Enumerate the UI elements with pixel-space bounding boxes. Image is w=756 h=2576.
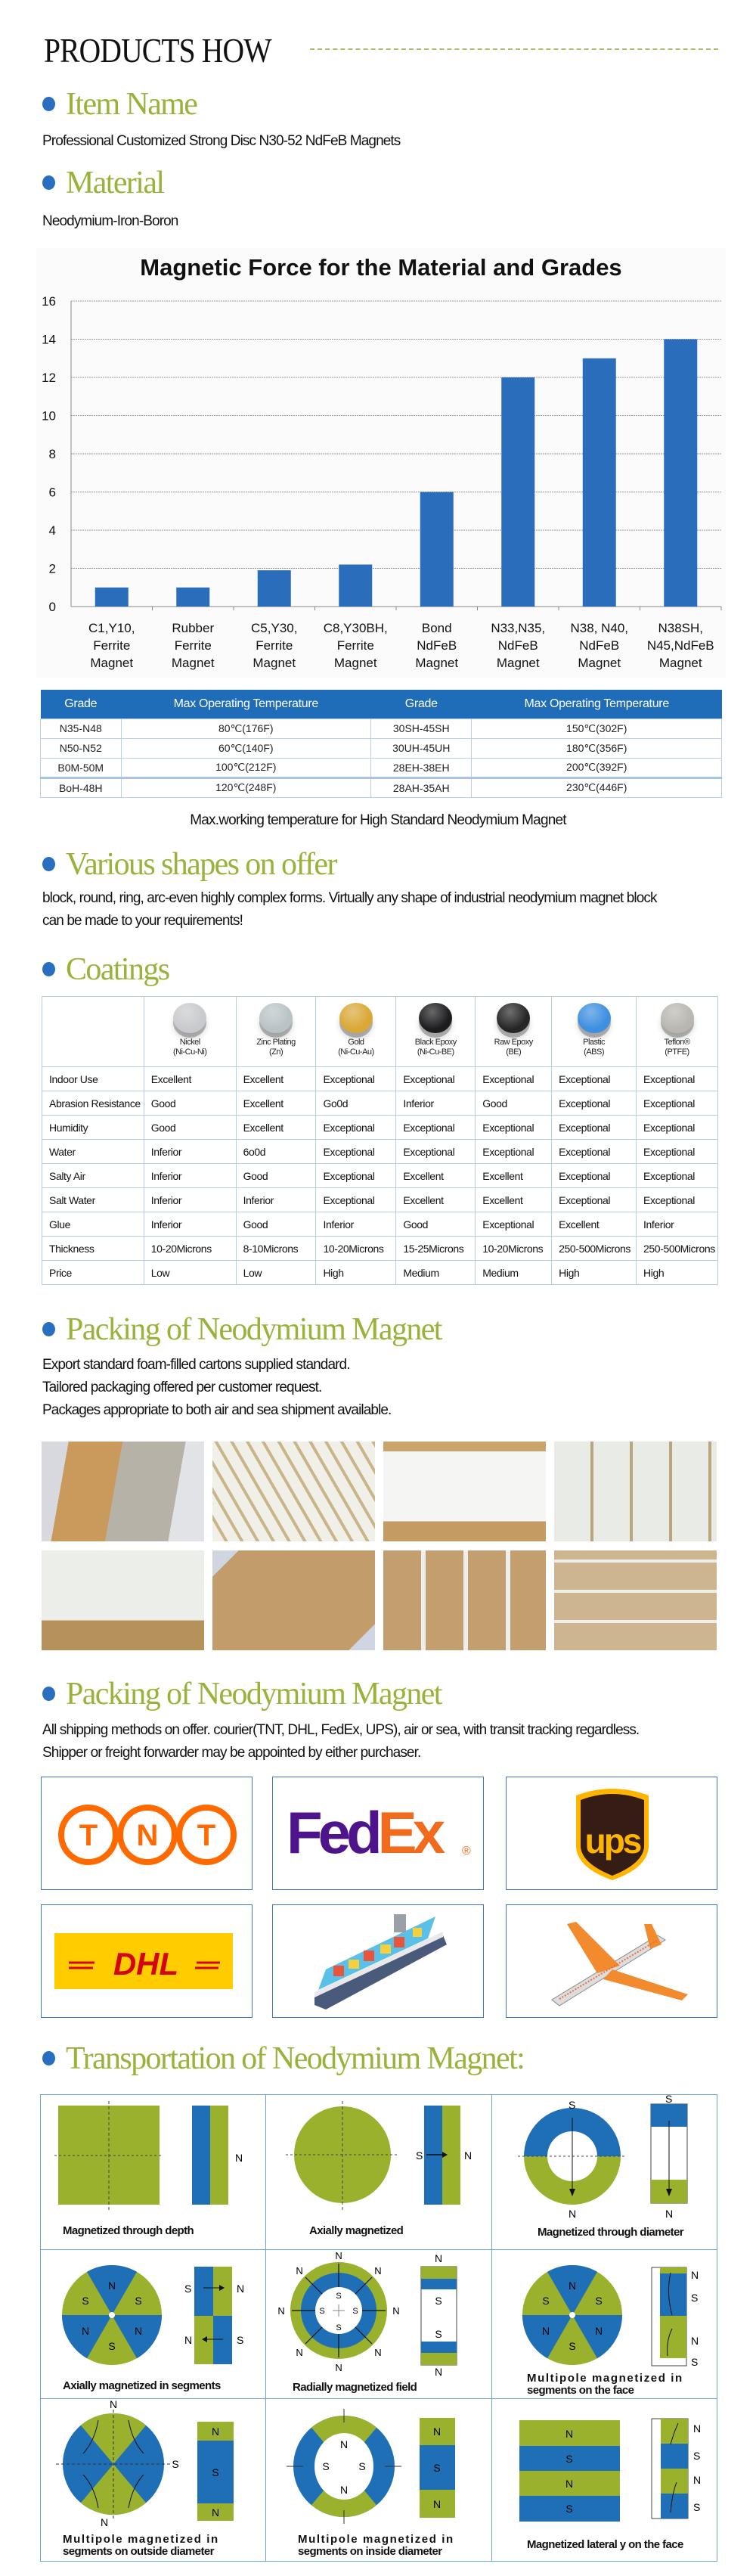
table-cell: N35-N48 [41, 718, 122, 738]
table-cell: Excellent [476, 1164, 552, 1188]
row-label: Salty Air [42, 1164, 144, 1188]
coating-code: (Ni-Cu-Au) [338, 1047, 374, 1057]
svg-text:S: S [542, 2295, 550, 2307]
table-row [42, 1140, 718, 1164]
table-cell: Inferior [144, 1212, 236, 1237]
table-cell: Exceptional [396, 1067, 476, 1091]
diagram-label: segments on outside diameter [63, 2545, 214, 2558]
table-row [41, 738, 722, 758]
svg-text:S: S [435, 2328, 442, 2340]
table-cell: Medium [396, 1261, 476, 1285]
table-cell: 10-20Microns [316, 1237, 396, 1261]
coating-sample-icon [419, 1003, 452, 1033]
table-row [42, 1116, 718, 1140]
table-cell: Exceptional [552, 1188, 637, 1212]
diagram-multipole-inside [265, 2398, 492, 2562]
table-cell: 10-20Microns [144, 1237, 236, 1261]
table-cell: Excellent [396, 1188, 476, 1212]
table-cell: Exceptional [316, 1140, 396, 1164]
svg-text:N: N [107, 2280, 116, 2292]
table-row [42, 1067, 718, 1091]
table-cell: Exceptional [316, 1067, 396, 1091]
table-cell: Good [476, 1091, 552, 1116]
coating-sample-icon [173, 1003, 206, 1033]
table-cell: Good [396, 1212, 476, 1237]
table-row [42, 1237, 718, 1261]
svg-text:N: N [693, 2422, 702, 2435]
chart-bar [420, 492, 454, 607]
diagram-label: segments on inside diameter [298, 2545, 442, 2558]
diagram-multipole-outside [40, 2398, 266, 2562]
table-cell: Inferior [236, 1188, 316, 1212]
svg-text:N: N [392, 2305, 400, 2317]
coating-header [236, 997, 316, 1067]
x-category-label: C5,Y30, Ferrite Magnet [251, 621, 298, 670]
chart-title: Magnetic Force for the Material and Grades [140, 254, 622, 281]
y-tick-label: 10 [42, 408, 56, 424]
svg-text:N: N [211, 2425, 220, 2438]
table-cell: Exceptional [316, 1188, 396, 1212]
svg-text:S: S [565, 2453, 573, 2465]
diagram-axial-segments [40, 2249, 266, 2399]
y-tick-label: 8 [48, 447, 56, 461]
svg-text:S: S [569, 2099, 576, 2111]
row-label: Indoor Use [42, 1067, 144, 1091]
ups-logo [506, 1777, 717, 1890]
row-label: Humidity [42, 1116, 144, 1140]
coating-header [144, 997, 236, 1067]
diagram-label: Multipole magnetized in [527, 2372, 683, 2385]
table-cell: 6o0d [236, 1140, 316, 1164]
bullet-icon [42, 962, 55, 976]
title-divider [310, 48, 718, 50]
column-header: Grade [371, 690, 472, 718]
x-category-label: C1,Y10, Ferrite Magnet [88, 621, 135, 670]
table-cell: 15-25Microns [396, 1237, 476, 1261]
svg-text:S: S [693, 2450, 701, 2462]
table-cell: Good [236, 1164, 316, 1188]
svg-text:S: S [358, 2460, 366, 2472]
diagram-label: Multipole magnetized in [63, 2533, 219, 2546]
table-cell: 30UH-45UH [371, 738, 472, 758]
coating-sample-icon [578, 1003, 611, 1033]
table-cell: Exceptional [552, 1116, 637, 1140]
coating-name: Teflon® [664, 1038, 690, 1047]
svg-text:S: S [433, 2462, 441, 2474]
packing-photo-foam-cover [42, 1550, 204, 1650]
page-title: PRODUCTS HOW [44, 31, 271, 70]
diagram-label: segments on the face [527, 2384, 634, 2397]
temperature-caption: Max.working temperature for High Standard Neodymium Magnet [190, 812, 566, 828]
chart-bar [176, 588, 209, 607]
section-heading-shipping: Packing of Neodymium Magnet [66, 1677, 442, 1712]
coating-name: Raw Epoxy [494, 1038, 533, 1047]
svg-text:S: S [172, 2458, 179, 2470]
svg-text:S: S [108, 2340, 116, 2352]
svg-text:S: S [82, 2295, 89, 2307]
table-cell: 200℃(392F) [472, 758, 722, 777]
row-label: Salt Water [42, 1188, 144, 1212]
chart-bar [258, 570, 291, 607]
svg-text:N: N [432, 2425, 442, 2438]
table-cell: 230℃(446F) [472, 777, 722, 797]
table-cell: Inferior [316, 1212, 396, 1237]
coating-sample-icon [339, 1003, 373, 1033]
y-tick-label: 12 [42, 371, 56, 385]
svg-text:S: S [184, 2283, 192, 2295]
chart-bar [501, 377, 534, 607]
table-cell: Exceptional [316, 1164, 396, 1188]
table-cell: Inferior [637, 1212, 718, 1237]
diagram-label: Magnetized through depth [63, 2224, 194, 2237]
row-label: Glue [42, 1212, 144, 1237]
table-cell: 80℃(176F) [121, 718, 371, 738]
section-heading-material: Material [66, 166, 164, 200]
table-cell: 150℃(302F) [472, 718, 722, 738]
coating-name: Black Epoxy [414, 1038, 457, 1047]
svg-text:N: N [374, 2347, 382, 2358]
svg-text:S: S [691, 2356, 699, 2368]
diagram-radial [265, 2249, 492, 2399]
svg-text:S: S [322, 2460, 330, 2472]
svg-text:N: N [237, 2283, 245, 2295]
table-cell: Medium [476, 1261, 552, 1285]
svg-text:S: S [135, 2295, 142, 2307]
table-cell: Exceptional [637, 1116, 718, 1140]
table-row [41, 777, 722, 797]
section-heading-coatings: Coatings [66, 952, 169, 987]
shipping-text-line: All shipping methods on offer. courier(TNT, DHL, FedEx, UPS), air or sea, with transit tracking regardless. [42, 1722, 640, 1738]
table-cell: Exceptional [637, 1067, 718, 1091]
x-category-label: C8,Y30BH, Ferrite Magnet [323, 621, 388, 670]
svg-text:N: N [81, 2325, 90, 2337]
section-heading-shapes: Various shapes on offer [66, 847, 336, 882]
svg-text:N: N [296, 2347, 303, 2358]
y-tick-label: 2 [48, 561, 56, 576]
table-row [42, 1212, 718, 1237]
y-tick-label: 0 [48, 600, 56, 614]
svg-text:T: T [197, 1819, 216, 1852]
diagram-laterally-face [491, 2398, 717, 2562]
svg-text:N: N [434, 2252, 443, 2264]
table-cell: Exceptional [552, 1140, 637, 1164]
svg-text:N: N [235, 2152, 243, 2164]
svg-text:N: N [109, 2399, 118, 2410]
column-header: Max Operating Temperature [472, 690, 722, 718]
svg-text:N: N [569, 2208, 577, 2220]
coating-header [552, 997, 637, 1067]
diagram-axial [265, 2094, 492, 2250]
airplane-icon [506, 1904, 717, 2018]
packing-photo-closed-carton [212, 1550, 375, 1650]
table-cell: 28EH-38EH [371, 758, 472, 777]
svg-text:S: S [435, 2295, 442, 2307]
packing-photo-pallet [554, 1550, 717, 1650]
table-cell: Good [144, 1116, 236, 1140]
svg-text:N: N [541, 2325, 550, 2337]
coating-header [637, 997, 718, 1067]
empty-header-cell [42, 997, 144, 1067]
x-category-label: Bond NdFeB Magnet [415, 621, 459, 670]
table-cell: High [552, 1261, 637, 1285]
table-cell: Exceptional [476, 1116, 552, 1140]
diagram-through-depth [40, 2094, 266, 2250]
table-cell: Exceptional [552, 1164, 637, 1188]
diagram-label: Radially magnetized field [293, 2381, 417, 2394]
coating-code: (Zn) [268, 1047, 284, 1057]
row-label: Abrasion Resistance [42, 1091, 144, 1116]
tnt-logo [41, 1777, 253, 1890]
diagram-label: Multipole magnetized in [298, 2533, 454, 2546]
table-cell: Exceptional [637, 1188, 718, 1212]
bullet-icon [42, 2051, 55, 2065]
table-cell: 8-10Microns [236, 1237, 316, 1261]
packing-text-line: Export standard foam-filled cartons supplied standard. [42, 1357, 350, 1373]
table-cell: 250-500Microns [637, 1237, 718, 1261]
svg-text:S: S [569, 2340, 576, 2352]
coating-sample-icon [497, 1003, 530, 1033]
chart-bar [339, 564, 372, 607]
shipping-text-line: Shipper or freight forwarder may be appointed by either purchaser. [42, 1745, 421, 1761]
svg-text:N: N [464, 2149, 472, 2162]
svg-text:S: S [693, 2501, 701, 2513]
packing-photo-taped-carton [383, 1550, 546, 1650]
svg-text:FedEx: FedEx [287, 1799, 442, 1866]
svg-text:N: N [691, 2269, 699, 2281]
table-cell: 60℃(140F) [121, 738, 371, 758]
table-cell: Low [236, 1261, 316, 1285]
coating-header [396, 997, 476, 1067]
shapes-text-line: block, round, ring, arc-even highly complex forms. Virtually any shape of industrial neodymium magnet block [42, 890, 657, 906]
table-cell: Exceptional [476, 1212, 552, 1237]
diagram-label: Magnetized lateral y on the face [527, 2538, 683, 2551]
table-row [42, 1164, 718, 1188]
table-cell: Go0d [316, 1091, 396, 1116]
table-cell: 180℃(356F) [472, 738, 722, 758]
item-name-text: Professional Customized Strong Disc N30-52 NdFeB Magnets [42, 133, 401, 149]
svg-text:DHL: DHL [113, 1946, 179, 1982]
diagram-multipole-face [491, 2249, 717, 2399]
table-cell: Excellent [236, 1067, 316, 1091]
coating-sample-icon [661, 1003, 694, 1033]
svg-text:S: S [319, 2307, 325, 2316]
table-cell: Excellent [236, 1091, 316, 1116]
table-cell: Excellent [144, 1067, 236, 1091]
svg-text:N: N [136, 1819, 159, 1852]
svg-text:S: S [665, 2095, 673, 2105]
svg-text:®: ® [462, 1845, 471, 1858]
diagram-label: Magnetized through diameter [538, 2226, 683, 2239]
cargo-ship-icon [272, 1904, 484, 2018]
table-cell: Exceptional [637, 1140, 718, 1164]
svg-text:N: N [211, 2506, 220, 2519]
coating-header [316, 997, 396, 1067]
section-heading-item-name: Item Name [66, 87, 197, 122]
svg-text:S: S [237, 2334, 244, 2346]
table-cell: Excellent [396, 1164, 476, 1188]
table-row [42, 1188, 718, 1212]
table-cell: 100℃(212F) [121, 758, 371, 777]
table-cell: Good [144, 1091, 236, 1116]
x-category-label: N38, N40, NdFeB Magnet [570, 621, 629, 670]
table-cell: 250-500Microns [552, 1237, 637, 1261]
coating-name: Zinc Plating [256, 1038, 296, 1047]
svg-text:ups: ups [584, 1821, 640, 1861]
dhl-logo [41, 1904, 253, 2018]
diagram-label: Axially magnetized [309, 2224, 404, 2237]
svg-text:N: N [374, 2265, 382, 2277]
section-heading-transport: Transportation of Neodymium Magnet: [66, 2041, 525, 2076]
svg-text:N: N [134, 2325, 143, 2337]
chart-bar [583, 358, 616, 607]
table-cell: High [316, 1261, 396, 1285]
packing-text-line: Tailored packaging offered per customer request. [42, 1380, 322, 1395]
table-cell: BoH-48H [41, 777, 122, 797]
svg-text:N: N [568, 2280, 577, 2292]
table-cell: 28AH-35AH [371, 777, 472, 797]
table-cell: Exceptional [552, 1091, 637, 1116]
svg-text:S: S [336, 2292, 342, 2301]
chart-bar [664, 340, 697, 607]
row-label: Price [42, 1261, 144, 1285]
packing-photo-foam-tray [212, 1442, 375, 1541]
table-cell: 30SH-45SH [371, 718, 472, 738]
svg-text:N: N [339, 2438, 349, 2450]
coating-code: (ABS) [584, 1047, 605, 1057]
svg-text:N: N [277, 2305, 285, 2317]
svg-text:T: T [79, 1819, 98, 1852]
table-cell: Inferior [144, 1164, 236, 1188]
column-header: Grade [41, 690, 122, 718]
column-header: Max Operating Temperature [121, 690, 371, 718]
table-cell: Exceptional [396, 1140, 476, 1164]
row-label: Water [42, 1140, 144, 1164]
table-cell: Low [144, 1261, 236, 1285]
svg-text:S: S [691, 2292, 699, 2304]
table-cell: Excellent [236, 1116, 316, 1140]
table-cell: Good [236, 1212, 316, 1237]
svg-text:S: S [565, 2503, 573, 2515]
table-cell: Exceptional [552, 1067, 637, 1091]
y-tick-label: 6 [48, 485, 56, 500]
svg-text:N: N [565, 2428, 574, 2440]
packing-photo-foam-carton [383, 1442, 546, 1541]
svg-text:S: S [212, 2466, 219, 2478]
table-cell: Exceptional [637, 1091, 718, 1116]
table-cell: N50-N52 [41, 738, 122, 758]
table-cell: B0M-50M [41, 758, 122, 777]
svg-text:N: N [565, 2478, 574, 2490]
coating-code: (BE) [506, 1047, 522, 1057]
table-cell: Inferior [144, 1140, 236, 1164]
svg-text:N: N [691, 2335, 699, 2347]
coatings-header-row [42, 997, 718, 1067]
table-cell: Exceptional [476, 1140, 552, 1164]
packing-photo-open-box [42, 1442, 204, 1541]
coating-name: Plastic [583, 1038, 606, 1047]
row-label: Thickness [42, 1237, 144, 1261]
coating-code: (PTFE) [665, 1047, 689, 1057]
svg-text:N: N [296, 2265, 303, 2277]
svg-text:N: N [100, 2516, 109, 2528]
bullet-icon [42, 1322, 55, 1336]
packing-photo-filled-carton [554, 1442, 717, 1541]
svg-text:N: N [693, 2474, 702, 2486]
bullet-icon [42, 857, 55, 871]
table-cell: Excellent [476, 1188, 552, 1212]
table-cell: Exceptional [316, 1116, 396, 1140]
x-category-label: N33,N35, NdFeB Magnet [491, 621, 546, 670]
coating-name: Nickel [179, 1038, 200, 1047]
svg-text:S: S [416, 2149, 423, 2162]
svg-text:S: S [336, 2323, 342, 2332]
svg-text:N: N [184, 2334, 193, 2346]
diagram-label: Axially magnetized in segments [63, 2379, 221, 2392]
packing-text-line: Packages appropriate to both air and sea shipment available. [42, 1402, 392, 1418]
y-tick-label: 16 [42, 294, 56, 309]
table-cell: Inferior [396, 1091, 476, 1116]
coating-header [476, 997, 552, 1067]
svg-text:N: N [335, 2362, 342, 2373]
section-heading-packing: Packing of Neodymium Magnet [66, 1312, 442, 1347]
x-category-label: N38SH, N45,NdFeB Magnet [646, 621, 714, 670]
svg-text:N: N [594, 2325, 603, 2337]
table-cell: Exceptional [476, 1067, 552, 1091]
table-cell: 120℃(248F) [121, 777, 371, 797]
coating-sample-icon [259, 1003, 293, 1033]
svg-text:N: N [665, 2208, 674, 2220]
y-tick-label: 14 [42, 332, 56, 347]
table-cell: Exceptional [396, 1116, 476, 1140]
svg-text:N: N [432, 2498, 442, 2510]
coating-code: (Ni-Cu-BE) [417, 1047, 454, 1057]
table-cell: High [637, 1261, 718, 1285]
svg-text:N: N [339, 2484, 349, 2496]
svg-text:S: S [352, 2307, 358, 2316]
table-cell: 10-20Microns [476, 1237, 552, 1261]
y-tick-label: 4 [48, 523, 56, 538]
table-cell: Exceptional [637, 1164, 718, 1188]
diagram-through-diameter [491, 2094, 717, 2250]
table-cell: Excellent [552, 1212, 637, 1237]
temperature-table [40, 690, 722, 798]
coating-code: (Ni-Cu-Ni) [172, 1047, 207, 1057]
table-row [42, 1261, 718, 1285]
material-text: Neodymium-Iron-Boron [42, 213, 178, 229]
bullet-icon [42, 1687, 55, 1701]
chart-bar [95, 588, 129, 607]
bullet-icon [42, 175, 55, 190]
table-row [41, 718, 722, 738]
coating-name: Gold [348, 1038, 364, 1047]
magnetic-force-chart [36, 248, 726, 678]
svg-text:N: N [434, 2366, 443, 2378]
svg-text:S: S [595, 2295, 603, 2307]
fedex-logo [272, 1777, 484, 1890]
coatings-table [42, 996, 718, 1285]
svg-text:N: N [335, 2250, 342, 2261]
bullet-icon [42, 97, 55, 111]
table-row [41, 758, 722, 777]
table-row [42, 1091, 718, 1116]
x-category-label: Rubber Ferrite Magnet [171, 621, 215, 670]
shapes-text-line: can be made to your requirements! [42, 913, 243, 929]
table-cell: Inferior [144, 1188, 236, 1212]
